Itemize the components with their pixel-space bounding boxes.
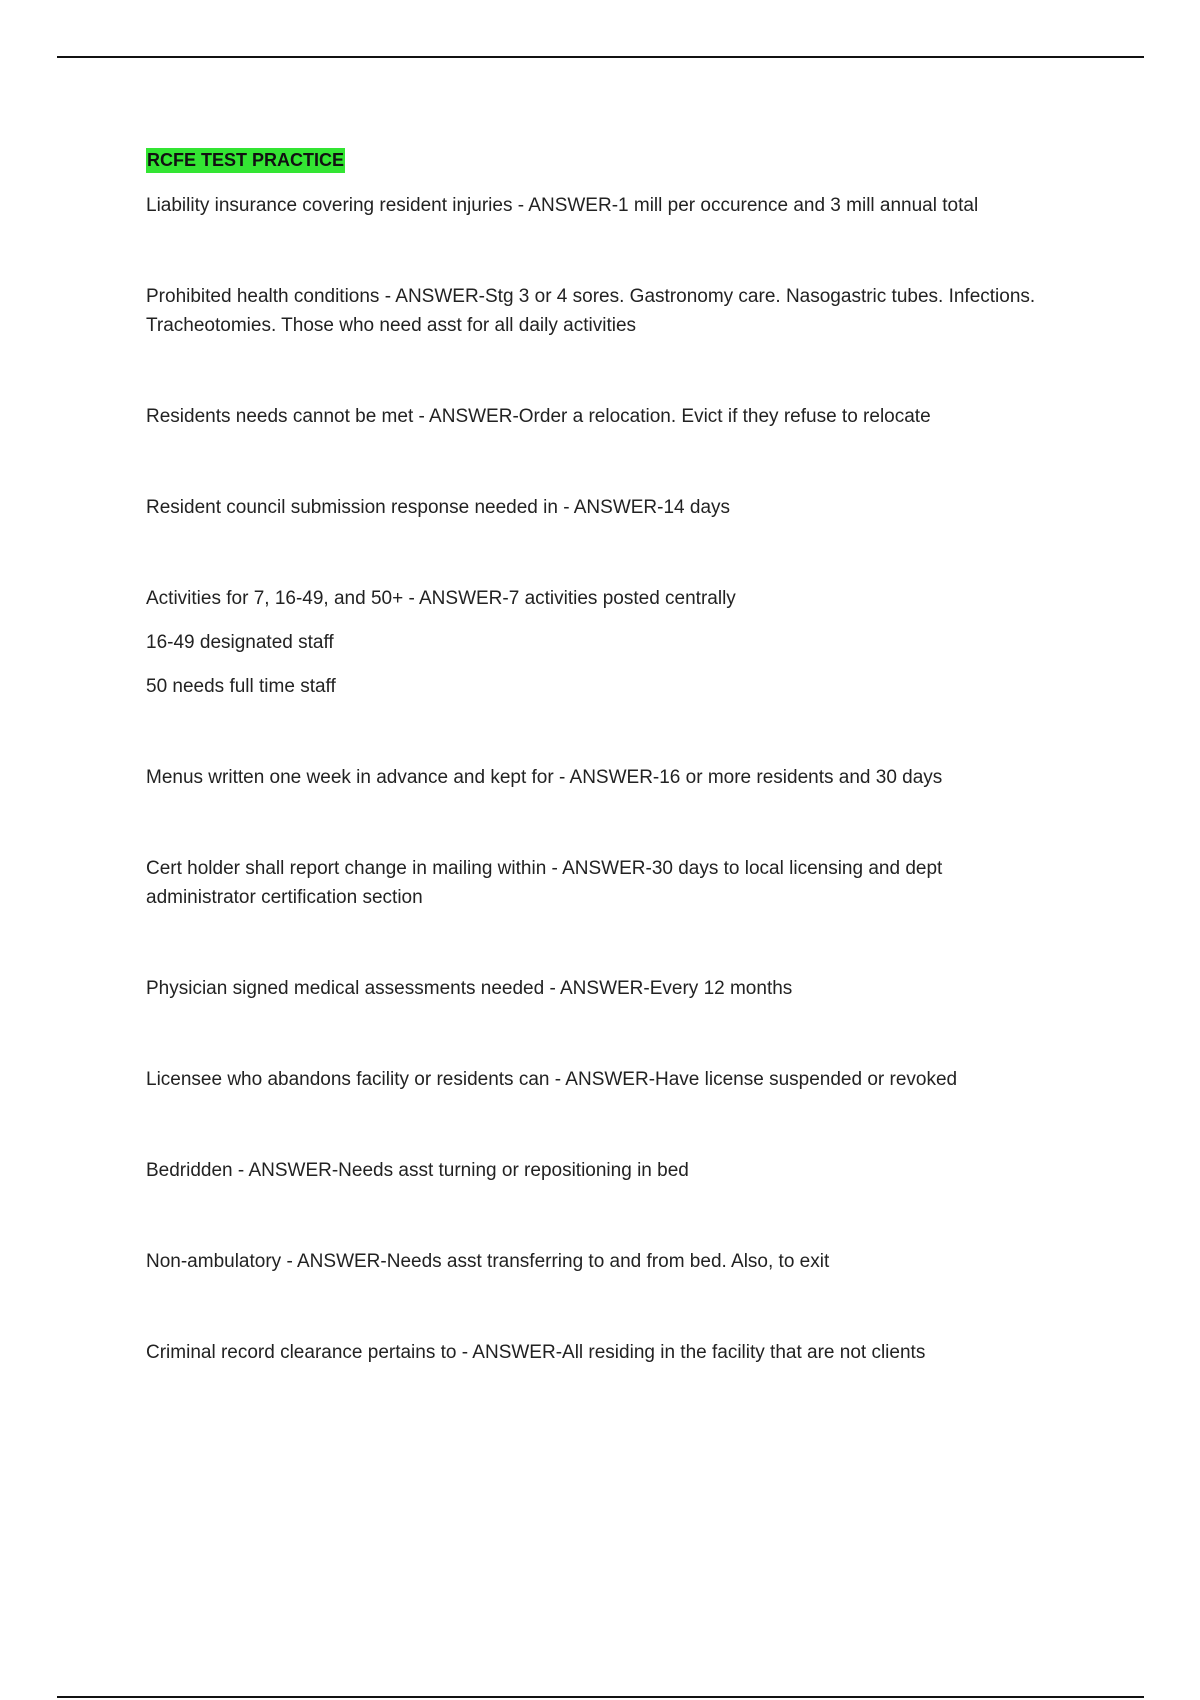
- qa-text: Prohibited health conditions - ANSWER-Stg 3 or 4 sores. Gastronomy care. Nasogastric tubes. Infections. Tracheotomies. Those who need asst for all daily activities: [146, 286, 1036, 336]
- qa-item: [146, 1065, 1096, 1094]
- qa-text: Cert holder shall report change in mailing within - ANSWER-30 days to local licensing and dept administrator certification section: [146, 858, 943, 908]
- qa-item: [146, 191, 1096, 220]
- qa-text: Activities for 7, 16-49, and 50+ - ANSWER-7 activities posted centrally: [146, 588, 736, 609]
- qa-text: Menus written one week in advance and kept for - ANSWER-16 or more residents and 30 days: [146, 767, 943, 788]
- qa-text: Bedridden - ANSWER-Needs asst turning or repositioning in bed: [146, 1160, 689, 1181]
- qa-item: [146, 493, 1096, 522]
- qa-extra-line: 50 needs full time staff: [146, 676, 336, 697]
- qa-text: Non-ambulatory - ANSWER-Needs asst transferring to and from bed. Also, to exit: [146, 1251, 830, 1272]
- qa-text: Residents needs cannot be met - ANSWER-Order a relocation. Evict if they refuse to relocate: [146, 406, 931, 427]
- qa-item: [146, 974, 1096, 1003]
- qa-text: Resident council submission response needed in - ANSWER-14 days: [146, 497, 731, 518]
- qa-item: [146, 1156, 1096, 1185]
- top-rule: [57, 56, 1144, 58]
- qa-text: Licensee who abandons facility or residents can - ANSWER-Have license suspended or revoked: [146, 1069, 958, 1090]
- qa-item: [146, 763, 1096, 792]
- qa-item: [146, 584, 1096, 701]
- qa-item: [146, 402, 1096, 431]
- document-body: [146, 146, 1096, 1429]
- qa-text: Liability insurance covering resident injuries - ANSWER-1 mill per occurence and 3 mill annual total: [146, 195, 979, 216]
- qa-item: [146, 854, 1006, 912]
- qa-extra-line: 16-49 designated staff: [146, 632, 334, 653]
- document-title: RCFE TEST PRACTICE: [146, 148, 345, 173]
- qa-item: [146, 1247, 1096, 1276]
- qa-text: Criminal record clearance pertains to - ANSWER-All residing in the facility that are not clients: [146, 1342, 926, 1363]
- qa-item: [146, 282, 1086, 340]
- qa-text: Physician signed medical assessments needed - ANSWER-Every 12 months: [146, 978, 793, 999]
- qa-item: [146, 1338, 1096, 1367]
- bottom-rule: [57, 1696, 1144, 1698]
